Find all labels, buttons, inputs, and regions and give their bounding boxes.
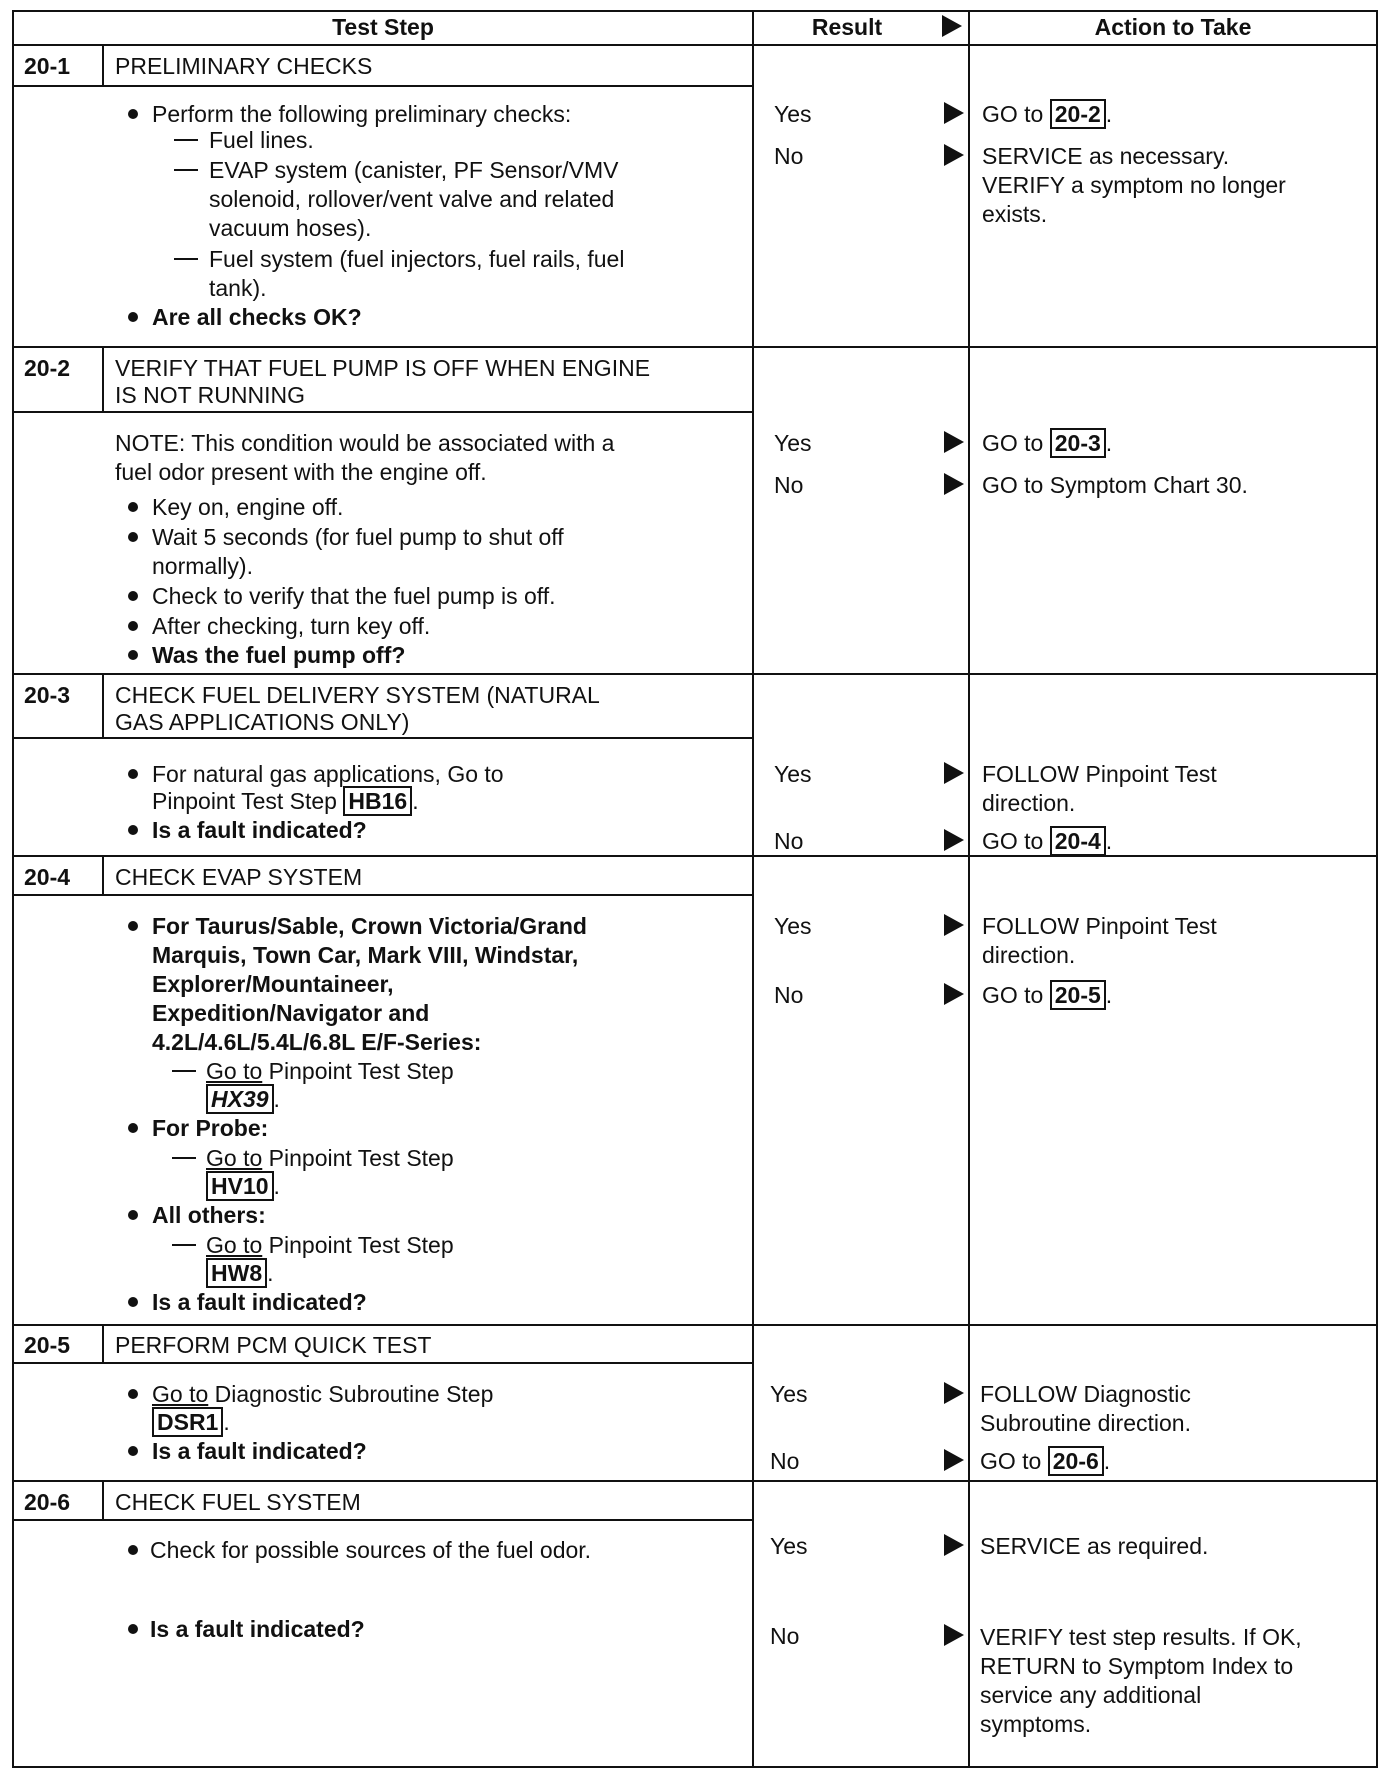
dash-icon [172, 1070, 196, 1072]
step-title: CHECK EVAP SYSTEM [115, 864, 363, 890]
column-divider-action [968, 10, 970, 1768]
header-action: Action to Take [1094, 14, 1252, 40]
step-note: fuel odor present with the engine off. [115, 459, 487, 485]
step-reference[interactable]: 20-6 [1048, 1446, 1104, 1476]
table-border-bottom [12, 1766, 1378, 1768]
title-divider [12, 1519, 752, 1521]
action-no: GO to 20-4 . [982, 828, 1113, 854]
step-text: DSR1 . [152, 1407, 230, 1437]
result-no: No [774, 472, 804, 498]
id-divider [102, 346, 104, 412]
step-title: GAS APPLICATIONS ONLY) [115, 709, 410, 735]
column-divider-result [752, 10, 754, 1768]
action-no: GO to 20-6 . [980, 1448, 1111, 1474]
step-question: Is a fault indicated? [152, 817, 367, 843]
header-result: Result [811, 14, 883, 40]
arrow-right-icon [944, 1449, 964, 1471]
dash-icon [174, 258, 198, 260]
bullet-icon [128, 621, 138, 631]
step-id: 20-6 [24, 1489, 71, 1515]
arrow-right-icon [944, 762, 964, 784]
step-reference[interactable]: HW8 [206, 1258, 267, 1288]
step-reference[interactable]: HB16 [343, 786, 412, 816]
step-reference[interactable]: 20-5 [1050, 980, 1106, 1010]
step-reference[interactable]: HX39 [206, 1084, 274, 1114]
title-divider [12, 411, 752, 413]
arrow-right-icon [944, 473, 964, 495]
arrow-right-icon [944, 102, 964, 124]
step-note: NOTE: This condition would be associated with a [115, 430, 615, 456]
bullet-icon [128, 825, 138, 835]
result-no: No [774, 828, 804, 854]
title-divider [12, 1362, 752, 1364]
result-no: No [770, 1623, 800, 1649]
step-id: 20-5 [24, 1332, 71, 1358]
step-text: tank). [209, 275, 267, 301]
step-text: Check to verify that the fuel pump is off. [152, 583, 556, 609]
bullet-icon [128, 1297, 138, 1307]
arrow-right-icon [944, 1624, 964, 1646]
bullet-icon [128, 1210, 138, 1220]
bullet-icon [128, 591, 138, 601]
arrow-right-icon [944, 1382, 964, 1404]
arrow-right-icon [944, 1534, 964, 1556]
step-question: Are all checks OK? [152, 304, 362, 330]
action-yes: SERVICE as required. [980, 1533, 1209, 1559]
step-text: HX39 . [206, 1084, 280, 1114]
title-divider [12, 85, 752, 87]
result-yes: Yes [770, 1533, 808, 1559]
step-text: All others: [152, 1202, 266, 1228]
action-no: symptoms. [980, 1711, 1092, 1737]
table-border-left [12, 10, 14, 1768]
step-text: Key on, engine off. [152, 494, 344, 520]
arrow-right-icon [942, 15, 962, 37]
bullet-icon [128, 1123, 138, 1133]
step-text: Expedition/Navigator and [152, 1000, 430, 1026]
dash-icon [174, 169, 198, 171]
step-text: Fuel system (fuel injectors, fuel rails, fuel [209, 246, 625, 272]
step-text: Wait 5 seconds (for fuel pump to shut off [152, 524, 564, 550]
header-test-step: Test Step [332, 14, 434, 40]
bullet-icon [128, 1389, 138, 1399]
action-yes: Subroutine direction. [980, 1410, 1191, 1436]
id-divider [102, 44, 104, 86]
step-text: For Taurus/Sable, Crown Victoria/Grand [152, 913, 587, 939]
title-divider [12, 894, 752, 896]
action-no: GO to 20-5 . [982, 982, 1113, 1008]
dash-icon [174, 139, 198, 141]
step-divider [12, 346, 1378, 348]
step-id: 20-2 [24, 355, 71, 381]
step-reference[interactable]: HV10 [206, 1171, 274, 1201]
header-divider [12, 44, 1378, 46]
bullet-icon [128, 1624, 138, 1634]
step-text: vacuum hoses). [209, 215, 372, 241]
step-text: After checking, turn key off. [152, 613, 431, 639]
bullet-icon [128, 109, 138, 119]
step-text: Go to Pinpoint Test Step [206, 1058, 454, 1084]
step-divider [12, 673, 1378, 675]
bullet-icon [128, 312, 138, 322]
dash-icon [172, 1244, 196, 1246]
action-no: service any additional [980, 1682, 1202, 1708]
step-question: Was the fuel pump off? [152, 642, 406, 668]
step-text: Perform the following preliminary checks: [152, 101, 572, 127]
action-no: VERIFY test step results. If OK, [980, 1624, 1302, 1650]
step-question: Is a fault indicated? [150, 1616, 365, 1642]
step-text: Check for possible sources of the fuel odor. [150, 1537, 592, 1563]
action-no: SERVICE as necessary. [982, 143, 1230, 169]
step-id: 20-4 [24, 864, 71, 890]
id-divider [102, 855, 104, 895]
bullet-icon [128, 769, 138, 779]
bullet-icon [128, 502, 138, 512]
id-divider [102, 673, 104, 738]
action-yes: FOLLOW Pinpoint Test [982, 913, 1217, 939]
id-divider [102, 1324, 104, 1363]
result-no: No [774, 143, 804, 169]
action-yes: direction. [982, 790, 1076, 816]
result-yes: Yes [774, 761, 812, 787]
step-text: EVAP system (canister, PF Sensor/VMV [209, 157, 619, 183]
step-reference[interactable]: 20-3 [1050, 428, 1106, 458]
step-text: Fuel lines. [209, 127, 314, 153]
step-text: 4.2L/4.6L/5.4L/6.8L E/F-Series: [152, 1029, 482, 1055]
arrow-right-icon [944, 144, 964, 166]
step-title: IS NOT RUNNING [115, 382, 305, 408]
step-divider [12, 1480, 1378, 1482]
bullet-icon [128, 1545, 138, 1555]
step-question: Is a fault indicated? [152, 1438, 367, 1464]
step-text: For natural gas applications, Go to [152, 761, 504, 787]
bullet-icon [128, 921, 138, 931]
bullet-icon [128, 650, 138, 660]
action-yes: FOLLOW Diagnostic [980, 1381, 1191, 1407]
step-title: PRELIMINARY CHECKS [115, 53, 373, 79]
step-text: Go to Pinpoint Test Step [206, 1232, 454, 1258]
step-divider [12, 855, 1378, 857]
step-title: PERFORM PCM QUICK TEST [115, 1332, 432, 1358]
action-no: GO to Symptom Chart 30. [982, 472, 1248, 498]
bullet-icon [128, 1446, 138, 1456]
action-yes: FOLLOW Pinpoint Test [982, 761, 1217, 787]
bullet-icon [128, 532, 138, 542]
result-no: No [774, 982, 804, 1008]
result-yes: Yes [774, 101, 812, 127]
arrow-right-icon [944, 914, 964, 936]
table-border-right [1376, 10, 1378, 1768]
arrow-right-icon [944, 983, 964, 1005]
step-text: Marquis, Town Car, Mark VIII, Windstar, [152, 942, 579, 968]
result-no: No [770, 1448, 800, 1474]
step-text: solenoid, rollover/vent valve and related [209, 186, 615, 212]
step-question: Is a fault indicated? [152, 1289, 367, 1315]
result-yes: Yes [774, 430, 812, 456]
arrow-right-icon [944, 431, 964, 453]
action-no: VERIFY a symptom no longer [982, 172, 1286, 198]
step-title: CHECK FUEL DELIVERY SYSTEM (NATURAL [115, 682, 600, 708]
dash-icon [172, 1157, 196, 1159]
diagnostic-table [12, 10, 1378, 1768]
step-reference[interactable]: 20-4 [1050, 826, 1106, 856]
step-text: Pinpoint Test Step HB16 . [152, 788, 419, 814]
step-text: HV10 . [206, 1171, 280, 1201]
arrow-right-icon [944, 829, 964, 851]
action-no: RETURN to Symptom Index to [980, 1653, 1294, 1679]
step-title: VERIFY THAT FUEL PUMP IS OFF WHEN ENGINE [115, 355, 651, 381]
step-reference[interactable]: 20-2 [1050, 99, 1106, 129]
step-divider [12, 1324, 1378, 1326]
step-title: CHECK FUEL SYSTEM [115, 1489, 361, 1515]
step-text: Go to Pinpoint Test Step [206, 1145, 454, 1171]
step-text: For Probe: [152, 1115, 269, 1141]
action-yes: GO to 20-3 . [982, 430, 1113, 456]
step-id: 20-3 [24, 682, 71, 708]
id-divider [102, 1480, 104, 1520]
step-text: Go to Diagnostic Subroutine Step [152, 1381, 494, 1407]
step-text: normally). [152, 553, 253, 579]
title-divider [12, 737, 752, 739]
step-reference[interactable]: DSR1 [152, 1407, 223, 1437]
action-yes: direction. [982, 942, 1076, 968]
step-text: HW8 . [206, 1258, 274, 1288]
result-yes: Yes [774, 913, 812, 939]
result-yes: Yes [770, 1381, 808, 1407]
step-text: Explorer/Mountaineer, [152, 971, 394, 997]
step-id: 20-1 [24, 53, 71, 79]
action-yes: GO to 20-2 . [982, 101, 1113, 127]
action-no: exists. [982, 201, 1048, 227]
